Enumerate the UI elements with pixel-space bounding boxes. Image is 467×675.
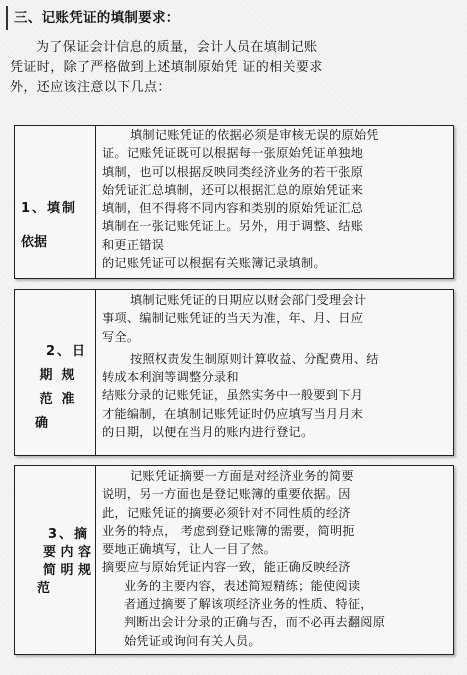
card-text-line: 说明，另一方面也是登记账簿的重要依据。因 bbox=[102, 487, 351, 502]
card-label-line: 期 规 bbox=[39, 368, 75, 383]
intro-paragraph bbox=[10, 38, 450, 98]
card-text-line: 者通过摘要了解该项经济业务的性质、特征， bbox=[124, 597, 373, 612]
card-text-line: 事项、编制记账凭证的当天为准，年、月、日应 bbox=[102, 311, 364, 326]
card-label-line: 2、日 bbox=[45, 344, 87, 359]
card-text-line: 填制，但不得将不同内容和类别的原始凭证汇总 bbox=[102, 201, 364, 216]
card-text-line: 证。记账凭证既可以根据每一张原始凭证单独地 bbox=[102, 146, 364, 161]
card-text-line: 记账凭证摘要一方面是对经济业务的简要 bbox=[130, 469, 354, 483]
card-label bbox=[15, 290, 96, 455]
requirement-card-basis bbox=[14, 125, 454, 279]
card-text-line: 填制在一张记账凭证上。另外，用于调整、结账 bbox=[102, 219, 364, 234]
card-label-line: 简 明 规 bbox=[42, 563, 91, 578]
card-label-line: 范 准 bbox=[39, 392, 75, 407]
card-text-line: 填制，也可以根据反映同类经济业务的若干张原 bbox=[102, 164, 364, 179]
card-text-line: 才能编制，在填制记账凭证时仍应填写当月月末 bbox=[102, 406, 364, 421]
intro-line: 为了保证会计信息的质量，会计人员在填制记账 bbox=[36, 40, 318, 55]
card-text-line: 的日期，以便在当月的账内进行登记。 bbox=[102, 425, 314, 440]
card-text-line: 按照权责发生制原则计算收益、分配费用、结 bbox=[130, 351, 379, 366]
card-text-line: 要地正确填写，让人一目了然。 bbox=[102, 542, 277, 557]
card-label bbox=[15, 126, 96, 278]
card-text-line: 转成本利润等调整分录和 bbox=[102, 370, 239, 385]
card-body bbox=[96, 290, 453, 455]
card-text-line: 摘要应与原始凭证内容一致，能正确反映经济 bbox=[102, 560, 351, 575]
intro-line: 外，还应该注意以下几点： bbox=[10, 80, 171, 95]
intro-line: 凭证时，除了严格做到上述填制原始凭 证的相关要求 bbox=[10, 60, 323, 75]
card-text-line: 判断出会计分录的正确与否，而不必再去翻阅原 bbox=[124, 615, 386, 630]
card-text-line: 写全。 bbox=[102, 329, 140, 344]
card-text-line: 业务的特点， 考虑到登记账簿的需要，简明扼 bbox=[102, 523, 355, 538]
card-body bbox=[96, 466, 453, 654]
card-text-line: 业务的主要内容，表述简短精练；能使阅读 bbox=[124, 578, 361, 593]
card-text-line: 填制记账凭证的依据必须是审核无误的原始凭 bbox=[130, 128, 379, 142]
card-text-line: 始凭证汇总填制，还可以根据汇总的原始凭证来 bbox=[102, 182, 364, 197]
card-text-line: 结账分录的记账凭证，虽然实务中一般要到下月 bbox=[102, 388, 364, 403]
card-text-line: 和更正错误 bbox=[102, 237, 165, 252]
card-label-line: 确 bbox=[35, 416, 49, 431]
card-body bbox=[96, 126, 453, 278]
card-text-line: 始凭证或询问有关人员。 bbox=[124, 633, 261, 648]
section-title: 三、记账凭证的填制要求： bbox=[6, 6, 314, 30]
card-label-line: 1、填制 bbox=[21, 201, 78, 216]
card-label-line: 要 内 容 bbox=[42, 545, 91, 560]
card-label bbox=[15, 466, 96, 654]
card-label-line: 依据 bbox=[21, 235, 48, 250]
requirement-card-date bbox=[14, 289, 454, 456]
card-text-line: 填制记账凭证的日期应以财会部门受理会计 bbox=[130, 293, 367, 307]
card-label-line: 3、摘 bbox=[47, 527, 89, 542]
requirement-card-summary bbox=[14, 465, 454, 655]
card-label-line: 范 bbox=[37, 581, 51, 596]
card-text-line: 此，记账凭证的摘要必须针对不同性质的经济 bbox=[102, 505, 351, 520]
card-text-line: 的记账凭证可以根据有关账簿记录填制。 bbox=[102, 256, 326, 271]
